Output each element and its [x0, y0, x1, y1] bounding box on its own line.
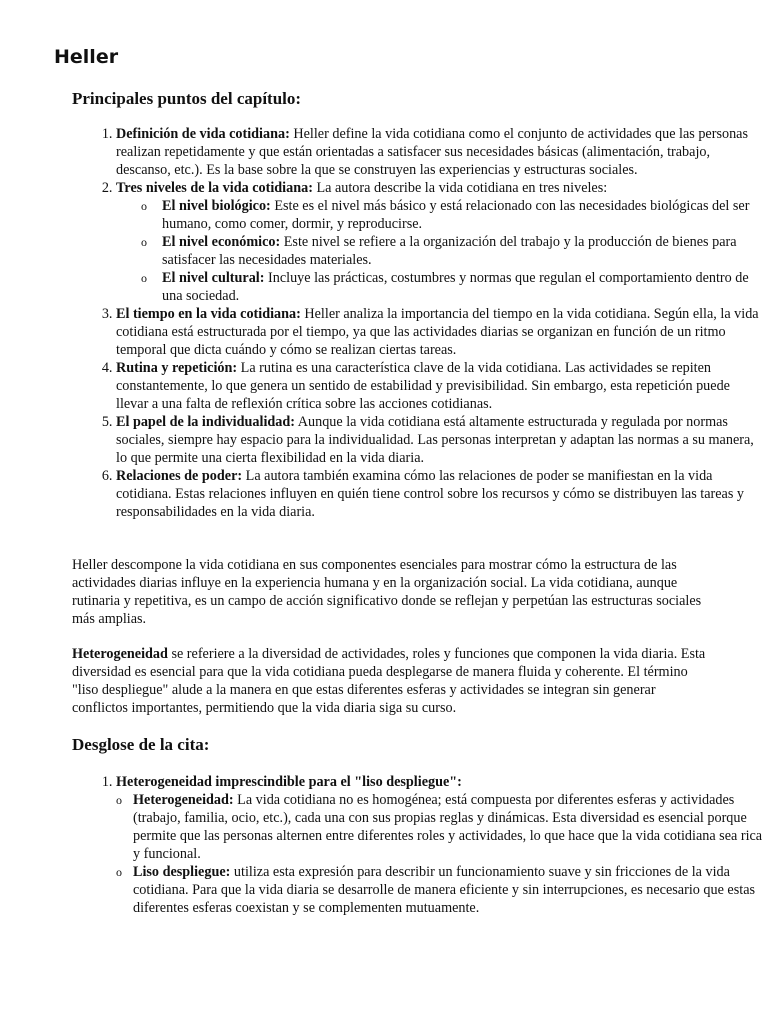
list-item — [116, 467, 764, 521]
sub-item-label: Liso despliegue: — [133, 864, 231, 880]
sub-list — [116, 791, 764, 917]
sub-list-item — [162, 269, 764, 305]
section-heading-quote-breakdown: Desglose de la cita: — [72, 735, 210, 754]
sub-item-label: El nivel cultural: — [162, 270, 265, 286]
item-text: La autora describe la vida cotidiana en tres niveles: — [312, 180, 608, 196]
sub-item-text: Este nivel se refiere a la organización del trabajo y la producción de bienes para satisfacer las necesidades materiales. — [162, 234, 737, 268]
list-item — [116, 305, 764, 359]
list-item — [116, 179, 764, 305]
item-text: Heller analiza la importancia del tiempo en la vida cotidiana. Según ella, la vida cotidiana está estructurada por el tiempo, ya que las actividades diarias se organizan en función de un ritmo temporal que dicta cuándo y cómo se realizan ciertas tareas. — [116, 306, 759, 358]
sub-list-item — [162, 233, 764, 269]
sub-item-text: utiliza esta expresión para describir un funcionamiento suave y sin fricciones de la vida cotidiana. Para que la vida diaria se desarrolle de manera eficiente y sin interrupciones, es necesario que estas diferentes esferas coexistan y se complementen mutuamente. — [133, 864, 756, 916]
document-title: Heller — [54, 46, 119, 68]
item-text: Heller define la vida cotidiana como el conjunto de actividades que las personas realizan repetidamente y que están orientadas a satisfacer sus necesidades básicas (alimentación, trabajo, descanso, etc.). Es la base sobre la que se construyen las experiencias y estructuras sociales. — [116, 126, 748, 178]
item-label: Rutina y repetición: — [116, 360, 238, 376]
sub-item-label: Heterogeneidad: — [133, 792, 234, 808]
sub-item-text: La vida cotidiana no es homogénea; está compuesta por diferentes esferas y actividades (trabajo, familia, ocio, etc.), cada una con sus propias reglas y dinámicas. Esta diversidad es esencial porque permite que las personas alternen entre diferentes roles y actividades, lo que hace que la vida cotidiana sea rica y funcional. — [133, 792, 763, 862]
list-item — [116, 359, 764, 413]
item-text: La autora también examina cómo las relaciones de poder se manifiestan en la vida cotidiana. Estas relaciones influyen en quién tiene control sobre los recursos y cómo se distribuyen las tareas y responsabilidades en la vida diaria. — [116, 468, 745, 520]
item-label: El tiempo en la vida cotidiana: — [116, 306, 301, 322]
sub-item-text: Incluye las prácticas, costumbres y normas que regulan el comportamiento dentro de una sociedad. — [162, 270, 749, 304]
section-heading-main-points: Principales puntos del capítulo: — [72, 89, 302, 108]
term-text: se referiere a la diversidad de actividades, roles y funciones que componen la vida diaria. Esta diversidad es esencial para que la vida cotidiana pueda desplegarse de manera fluida y coherente. El término "liso despliegue" alude a la manera en que estas diferentes esferas y actividades se integran sin generar conflictos importantes, permitiendo que la vida diaria siga su curso. — [72, 646, 706, 716]
item-label: Relaciones de poder: — [116, 468, 243, 484]
item-label: Tres niveles de la vida cotidiana: — [116, 180, 313, 196]
list-item — [116, 125, 764, 179]
item-text: Aunque la vida cotidiana está altamente estructurada y regulada por normas sociales, siempre hay espacio para la individualidad. Las personas interpretan y adaptan las normas a su manera, lo que permite una cierta flexibilidad en la vida diaria. — [116, 414, 754, 466]
sub-item-label: El nivel biológico: — [162, 198, 271, 214]
item-text: La rutina es una característica clave de la vida cotidiana. Las actividades se repiten constantemente, lo que genera un sentido de estabilidad y previsibilidad. Sin embargo, esta repetición puede llevar a una falta de reflexión crítica sobre las acciones cotidianas. — [116, 360, 730, 412]
sub-item-label: El nivel económico: — [162, 234, 281, 250]
heterogeneity-paragraph — [72, 645, 712, 717]
term-label: Heterogeneidad — [72, 646, 168, 662]
list-item — [116, 413, 764, 467]
sub-list-item — [133, 791, 764, 863]
sub-item-text: Este es el nivel más básico y está relacionado con las necesidades biológicas del ser humano, como comer, dormir, y reproducirse. — [162, 198, 750, 232]
item-label: Heterogeneidad imprescindible para el "liso despliegue": — [116, 774, 462, 790]
sub-list-item — [162, 197, 764, 233]
summary-paragraph: Heller descompone la vida cotidiana en sus componentes esenciales para mostrar cómo la estructura de las actividades diarias influye en la experiencia humana y en la organización social. La vida cotidiana, aunque rutinaria y repetitiva, es un campo de acción significativo donde se reflejan y perpetúan las estructuras sociales más amplias. — [72, 557, 702, 627]
list-item — [116, 773, 764, 917]
main-points-list — [72, 125, 764, 521]
sub-list-item — [133, 863, 764, 917]
sub-list — [116, 197, 764, 305]
item-label: Definición de vida cotidiana: — [116, 126, 290, 142]
item-label: El papel de la individualidad: — [116, 414, 295, 430]
quote-breakdown-list — [72, 773, 764, 917]
